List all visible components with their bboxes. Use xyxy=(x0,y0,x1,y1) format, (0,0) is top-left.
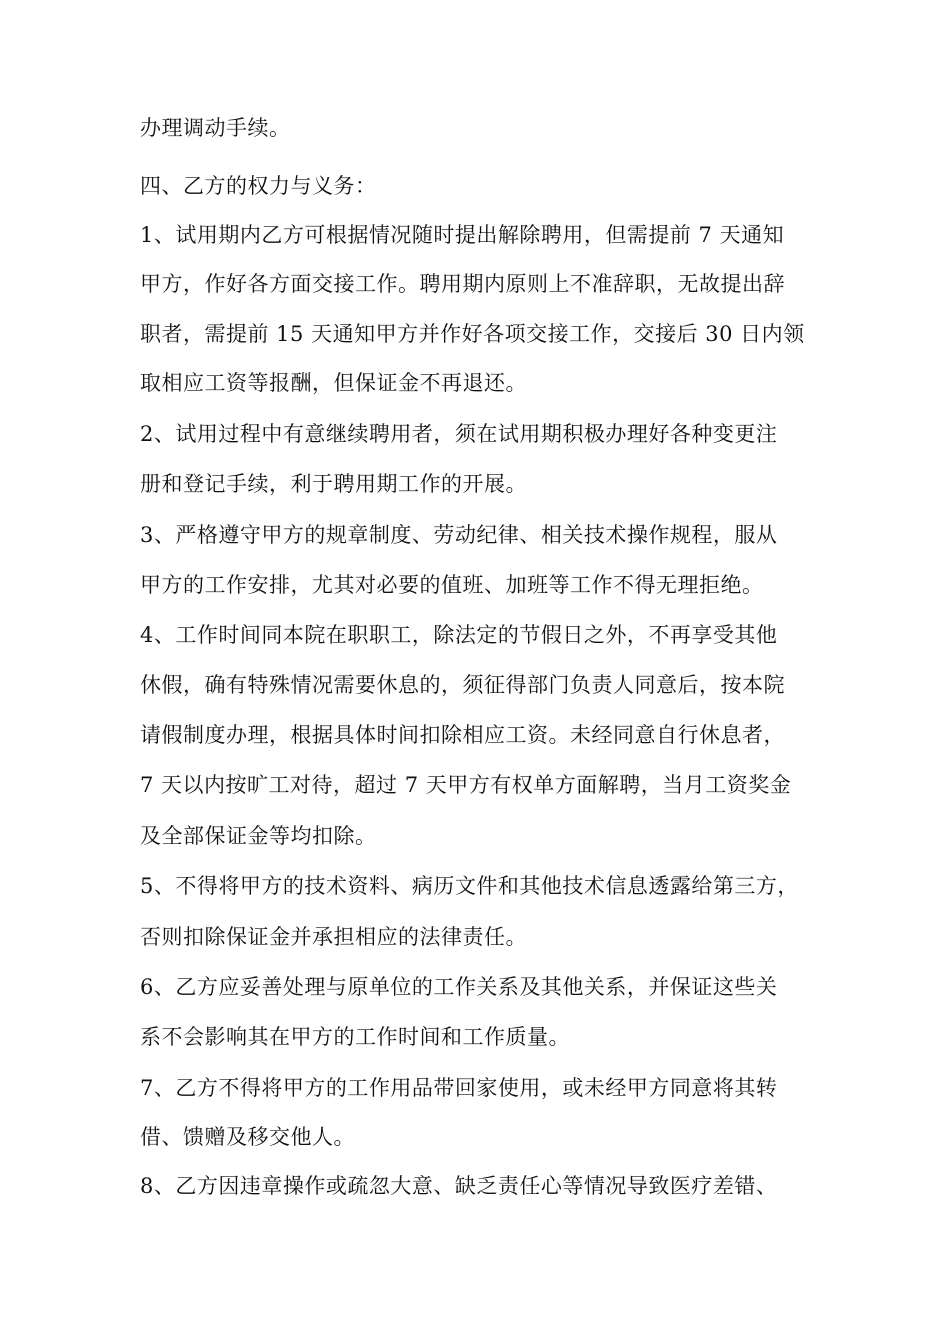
text-line: 否则扣除保证金并承担相应的法律责任。 xyxy=(140,925,527,949)
text-line: 7、乙方不得将甲方的工作用品带回家使用，或未经甲方同意将其转 xyxy=(140,1076,778,1100)
text-line: 借、馈赠及移交他人。 xyxy=(140,1125,355,1149)
section-heading: 四、乙方的权力与义务： xyxy=(140,174,377,198)
text-line: 办理调动手续。 xyxy=(140,116,291,140)
text-line: 职者，需提前 15 天通知甲方并作好各项交接工作，交接后 30 日内领 xyxy=(140,322,805,346)
text-line: 4、工作时间同本院在职职工，除法定的节假日之外，不再享受其他 xyxy=(140,623,778,647)
text-line: 8、乙方因违章操作或疏忽大意、缺乏责任心等情况导致医疗差错、 xyxy=(140,1174,778,1198)
text-line: 休假，确有特殊情况需要休息的，须征得部门负责人同意后，按本院 xyxy=(140,673,785,697)
text-line: 7 天以内按旷工对待，超过 7 天甲方有权单方面解聘，当月工资奖金 xyxy=(140,773,792,797)
text-line: 系不会影响其在甲方的工作时间和工作质量。 xyxy=(140,1025,570,1049)
text-line: 册和登记手续，利于聘用期工作的开展。 xyxy=(140,472,527,496)
text-line: 及全部保证金等均扣除。 xyxy=(140,824,377,848)
text-line: 甲方，作好各方面交接工作。聘用期内原则上不准辞职，无故提出辞 xyxy=(140,272,785,296)
text-line: 甲方的工作安排，尤其对必要的值班、加班等工作不得无理拒绝。 xyxy=(140,573,764,597)
text-line: 5、不得将甲方的技术资料、病历文件和其他技术信息透露给第三方， xyxy=(140,874,799,898)
text-line: 1、试用期内乙方可根据情况随时提出解除聘用，但需提前 7 天通知 xyxy=(140,223,785,247)
text-line: 6、乙方应妥善处理与原单位的工作关系及其他关系，并保证这些关 xyxy=(140,975,778,999)
text-line: 2、试用过程中有意继续聘用者，须在试用期积极办理好各种变更注 xyxy=(140,422,778,446)
text-line: 取相应工资等报酬，但保证金不再退还。 xyxy=(140,371,527,395)
text-line: 3、严格遵守甲方的规章制度、劳动纪律、相关技术操作规程，服从 xyxy=(140,523,778,547)
text-line: 请假制度办理，根据具体时间扣除相应工资。未经同意自行休息者， xyxy=(140,723,785,747)
